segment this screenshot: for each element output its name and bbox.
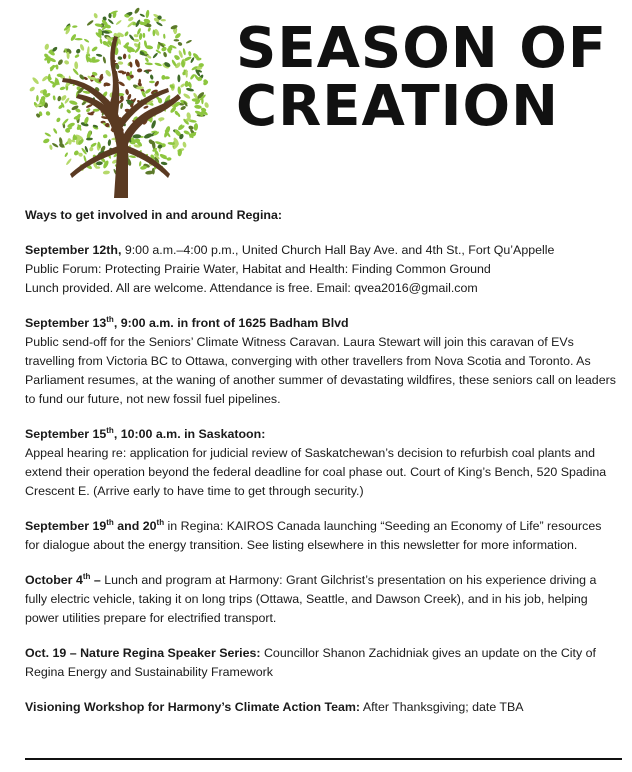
- leaf: [156, 21, 163, 27]
- leaf: [44, 132, 51, 137]
- leaf: [186, 87, 194, 92]
- event-sep-13: [25, 314, 617, 409]
- leaf: [44, 43, 50, 50]
- leaf: [45, 110, 51, 116]
- leaf: [74, 61, 78, 69]
- event-detail: 9:00 a.m.–4:00 p.m., United Church Hall Bay Ave. and 4th St., Fort Qu’Appelle: [121, 243, 555, 257]
- event-sep-15: [25, 425, 617, 501]
- leaf: [86, 19, 94, 26]
- leaf: [85, 107, 91, 112]
- leaf: [139, 33, 143, 40]
- leaf: [120, 102, 124, 109]
- event-detail: After Thanksgiving; date TBA: [360, 700, 524, 714]
- leaf: [31, 76, 39, 85]
- leaf: [61, 118, 69, 126]
- leaf: [132, 134, 141, 139]
- intro-heading: Ways to get involved in and around Regina:: [25, 208, 283, 222]
- leaf: [152, 52, 158, 59]
- leaf: [117, 56, 122, 60]
- leaf: [52, 95, 56, 100]
- leaf: [125, 89, 129, 96]
- event-detail: Lunch and program at Harmony: Grant Gilchrist’s presentation on his experience driving a fully electric vehicle, taking it on long trips (Ottawa, Seattle, and Dawson Creek), and in his job, helping power utilities prepare for electrified transport.: [25, 573, 597, 625]
- leaf: [57, 96, 62, 102]
- leaf: [36, 95, 39, 102]
- leaf: [161, 161, 168, 165]
- leaf: [42, 138, 50, 144]
- leaf: [186, 39, 193, 44]
- leaf: [128, 34, 134, 41]
- event-oct-19: [25, 644, 617, 682]
- leaf: [139, 161, 142, 167]
- leaf: [93, 13, 98, 19]
- leaf: [63, 60, 69, 66]
- event-line: Public Forum: Protecting Prairie Water, Habitat and Health: Finding Common Ground: [25, 262, 491, 276]
- event-visioning: [25, 698, 617, 717]
- leaf: [70, 33, 77, 41]
- leaf: [186, 112, 192, 120]
- leaf: [194, 105, 202, 110]
- leaf: [57, 59, 64, 66]
- leaf: [89, 146, 95, 152]
- leaf: [145, 10, 150, 19]
- event-list: [25, 206, 617, 717]
- event-sep-19: [25, 517, 617, 555]
- leaf: [29, 86, 36, 92]
- leaf: [177, 41, 183, 46]
- leaf: [177, 86, 181, 95]
- event-detail: in Regina: KAIROS Canada launching “Seeding an Economy of Life” resources for dialogue about the energy transition. See listing elsewhere in this newsletter for more information.: [25, 519, 602, 552]
- leaf: [144, 88, 152, 95]
- event-date: Oct. 19 – Nature Regina Speaker Series:: [25, 646, 261, 660]
- leaf: [193, 123, 198, 131]
- event-date: September 19th and 20th: [25, 517, 165, 533]
- leaf: [137, 68, 142, 72]
- leaf: [107, 18, 114, 24]
- leaf: [52, 128, 57, 135]
- leaf: [161, 19, 166, 22]
- leaf: [64, 152, 68, 157]
- event-detail: Councillor Shanon Zachidniak gives an update on the City of Regina Energy and Sustainability Framework: [25, 646, 596, 679]
- event-date: September 12th,: [25, 243, 122, 257]
- leaf: [103, 134, 108, 139]
- event-date: Visioning Workshop for Harmony’s Climate Action Team:: [25, 700, 361, 714]
- leaf: [91, 46, 98, 53]
- leaf: [163, 52, 168, 58]
- leaf: [72, 25, 78, 28]
- leaf: [139, 13, 145, 18]
- leaf: [143, 105, 149, 109]
- leaf: [104, 69, 112, 77]
- leaf: [103, 170, 110, 175]
- leaf: [67, 138, 72, 145]
- event-sep-12: [25, 241, 617, 298]
- title-line-1: SEASON OF: [236, 16, 608, 81]
- leaf: [96, 53, 103, 57]
- leaf: [182, 141, 187, 148]
- bottom-divider: [25, 758, 622, 760]
- leaf: [55, 64, 58, 69]
- event-date: September 13th, 9:00 a.m. in front of 1625 Badham Blvd: [25, 314, 349, 330]
- leaf: [134, 7, 141, 14]
- leaf: [134, 59, 141, 68]
- event-date: October 4th –: [25, 571, 101, 587]
- leaf: [59, 86, 65, 91]
- leaf: [161, 75, 165, 80]
- leaf: [115, 19, 122, 25]
- event-oct-4: [25, 571, 617, 628]
- leaf: [163, 34, 166, 39]
- leaf: [204, 102, 210, 109]
- leaf: [55, 78, 59, 85]
- page-title: [236, 16, 608, 139]
- leaf: [75, 48, 81, 54]
- leaf: [153, 30, 156, 37]
- leaf: [124, 31, 130, 37]
- leaf: [128, 54, 131, 59]
- leaf: [141, 22, 147, 25]
- leaf: [74, 54, 80, 59]
- leaf: [185, 69, 188, 77]
- leaf: [149, 74, 154, 80]
- leaf: [188, 125, 194, 131]
- leaf: [174, 39, 180, 41]
- leaf: [69, 100, 78, 106]
- leaf: [154, 80, 160, 87]
- leaf: [166, 157, 171, 161]
- leaf: [118, 61, 124, 65]
- leaf: [102, 56, 106, 64]
- leaf: [177, 74, 180, 82]
- event-body: Appeal hearing re: application for judicial review of Saskatchewan’s decision to refurbish coal plants and extend their operation beyond the federal deadline for coal phase out. Court of King’s Bench, 520 Spadina Crescent E. (Arrive early to have time to get through security.): [25, 446, 607, 498]
- leaf: [107, 139, 111, 146]
- event-body: Public send-off for the Seniors’ Climate Witness Caravan. Laura Stewart will join this caravan of EVs travelling from Victoria BC to Ottawa, converging with other travellers from Nova Scotia and Toronto. As Parliament resumes, at the waning of another summer of devastating wildfires, these seniors call on leaders to fund our future, not new fossil fuel pipelines.: [25, 335, 616, 406]
- leaf: [180, 105, 187, 111]
- leaf: [143, 33, 146, 38]
- header: [0, 0, 632, 200]
- leaf: [65, 158, 72, 166]
- leaf: [99, 38, 103, 44]
- leaf: [123, 53, 127, 59]
- leaf: [184, 81, 188, 88]
- leaf: [56, 117, 62, 123]
- leaf: [84, 38, 90, 43]
- event-date: September 15th, 10:00 a.m. in Saskatoon:: [25, 425, 266, 441]
- title-line-2: CREATION: [236, 74, 559, 139]
- leaf: [154, 62, 162, 67]
- leaf: [182, 48, 186, 56]
- leaf: [145, 62, 153, 65]
- leaf: [171, 59, 177, 67]
- leaf: [147, 27, 151, 32]
- leaf: [52, 142, 59, 148]
- leaf: [149, 81, 155, 84]
- tree-icon: [18, 2, 223, 198]
- leaf: [49, 144, 53, 150]
- leaf: [48, 74, 51, 82]
- leaf: [93, 109, 100, 112]
- leaf: [75, 38, 83, 40]
- leaf: [66, 109, 72, 115]
- leaf: [188, 51, 192, 57]
- event-line: Lunch provided. All are welcome. Attendance is free. Email: qvea2016@gmail.com: [25, 281, 478, 295]
- leaf: [180, 83, 186, 88]
- leaf: [183, 93, 191, 100]
